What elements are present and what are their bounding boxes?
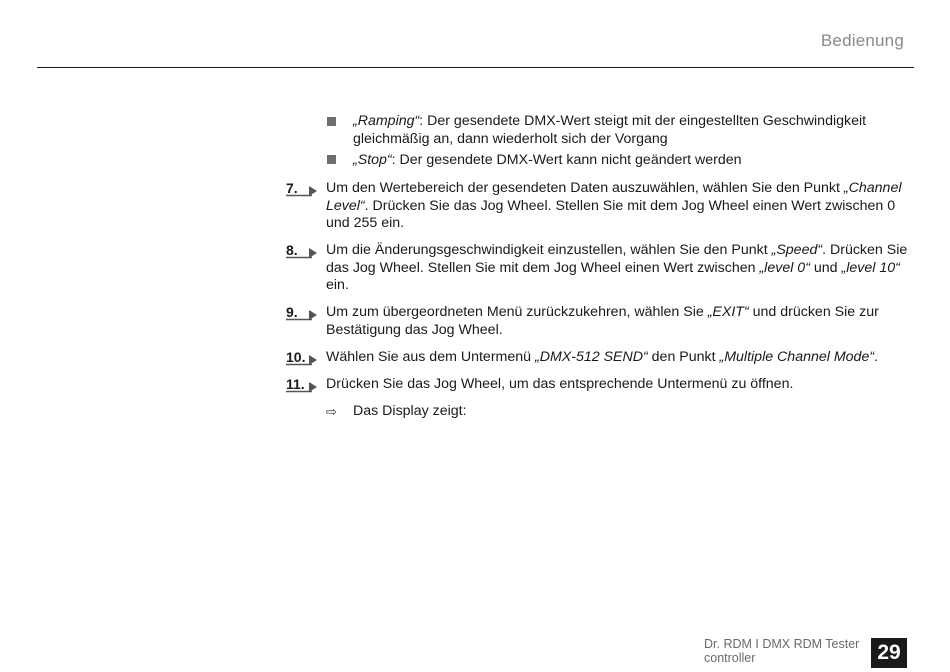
step-term: „level 0“	[759, 259, 810, 276]
header-title: Bedienung	[820, 31, 904, 50]
step-number: 10.	[286, 349, 306, 365]
step-text-part: den Punkt	[647, 349, 720, 365]
step-text-part: Um zum übergeordneten Menü zurückzukehren, wählen Sie	[326, 304, 708, 320]
step-text-part: . Drücken Sie das Jog Wheel. Stellen Sie mit dem Jog Wheel einen Wert zwischen	[326, 242, 908, 276]
bullet-item-stop	[353, 152, 913, 170]
header-divider	[37, 67, 914, 68]
bullet-term: „Stop“	[353, 152, 392, 168]
step-text-part: ein.	[326, 277, 349, 294]
step-number: 9.	[286, 304, 298, 320]
step-text-11	[326, 376, 912, 394]
step-number: 8.	[286, 242, 298, 258]
step-number: 7.	[286, 180, 298, 196]
step-text-9	[326, 304, 912, 339]
step-text-8	[326, 242, 912, 295]
step-text-part: und	[809, 259, 842, 276]
bullet-square-icon	[327, 117, 336, 126]
step-term: „Speed“	[771, 242, 823, 258]
step-term: „DMX-512 SEND“	[534, 349, 648, 365]
step-text-part: Wählen Sie aus dem Untermenü	[326, 349, 535, 365]
result-arrow-icon: ⇨	[326, 404, 337, 419]
bullet-text: : Der gesendete DMX-Wert kann nicht geändert werden	[391, 152, 742, 168]
step-term: „Multiple Channel Mode“	[719, 349, 875, 365]
bullet-term: „Ramping“	[353, 113, 420, 129]
step-arrow-icon	[286, 352, 318, 366]
page-number: 29	[871, 638, 907, 668]
step-text-part: Um die Änderungsgeschwindigkeit einzustellen, wählen Sie den Punkt	[326, 242, 772, 258]
step-arrow-icon	[286, 183, 318, 197]
step-number: 11.	[286, 376, 305, 392]
step-arrow-icon	[286, 245, 318, 259]
step-arrow-icon	[286, 307, 318, 321]
bullet-item-ramping	[353, 113, 913, 148]
step-text-part: . Drücken Sie das Jog Wheel. Stellen Sie mit dem Jog Wheel einen Wert zwischen 0 und 255 ein.	[326, 197, 896, 232]
step-text-part: Um den Wertebereich der gesendeten Daten auszuwählen, wählen Sie den Punkt	[326, 180, 844, 196]
step-text-7	[326, 180, 912, 233]
step-text-part: Drücken Sie das Jog Wheel, um das entsprechende Untermenü zu öffnen.	[326, 376, 794, 392]
step-text-10	[326, 349, 912, 367]
step-arrow-icon	[286, 379, 318, 393]
step-term: „level 10“	[841, 259, 900, 276]
result-text: Das Display zeigt:	[353, 403, 467, 419]
bullet-text: : Der gesendete DMX-Wert steigt mit der eingestellten Geschwindigkeit gleichmäßig an, dann wiederholt sich der Vorgang	[353, 113, 867, 147]
footer-product-name: Dr. RDM I DMX RDM Tester controller	[704, 637, 860, 665]
bullet-square-icon	[327, 155, 336, 164]
step-term: „EXIT“	[707, 304, 749, 320]
step-text-part: .	[874, 349, 879, 365]
step-term: „Channel Level“	[326, 180, 902, 214]
step-text-part: und drücken Sie zur Bestätigung das Jog Wheel.	[326, 304, 879, 338]
